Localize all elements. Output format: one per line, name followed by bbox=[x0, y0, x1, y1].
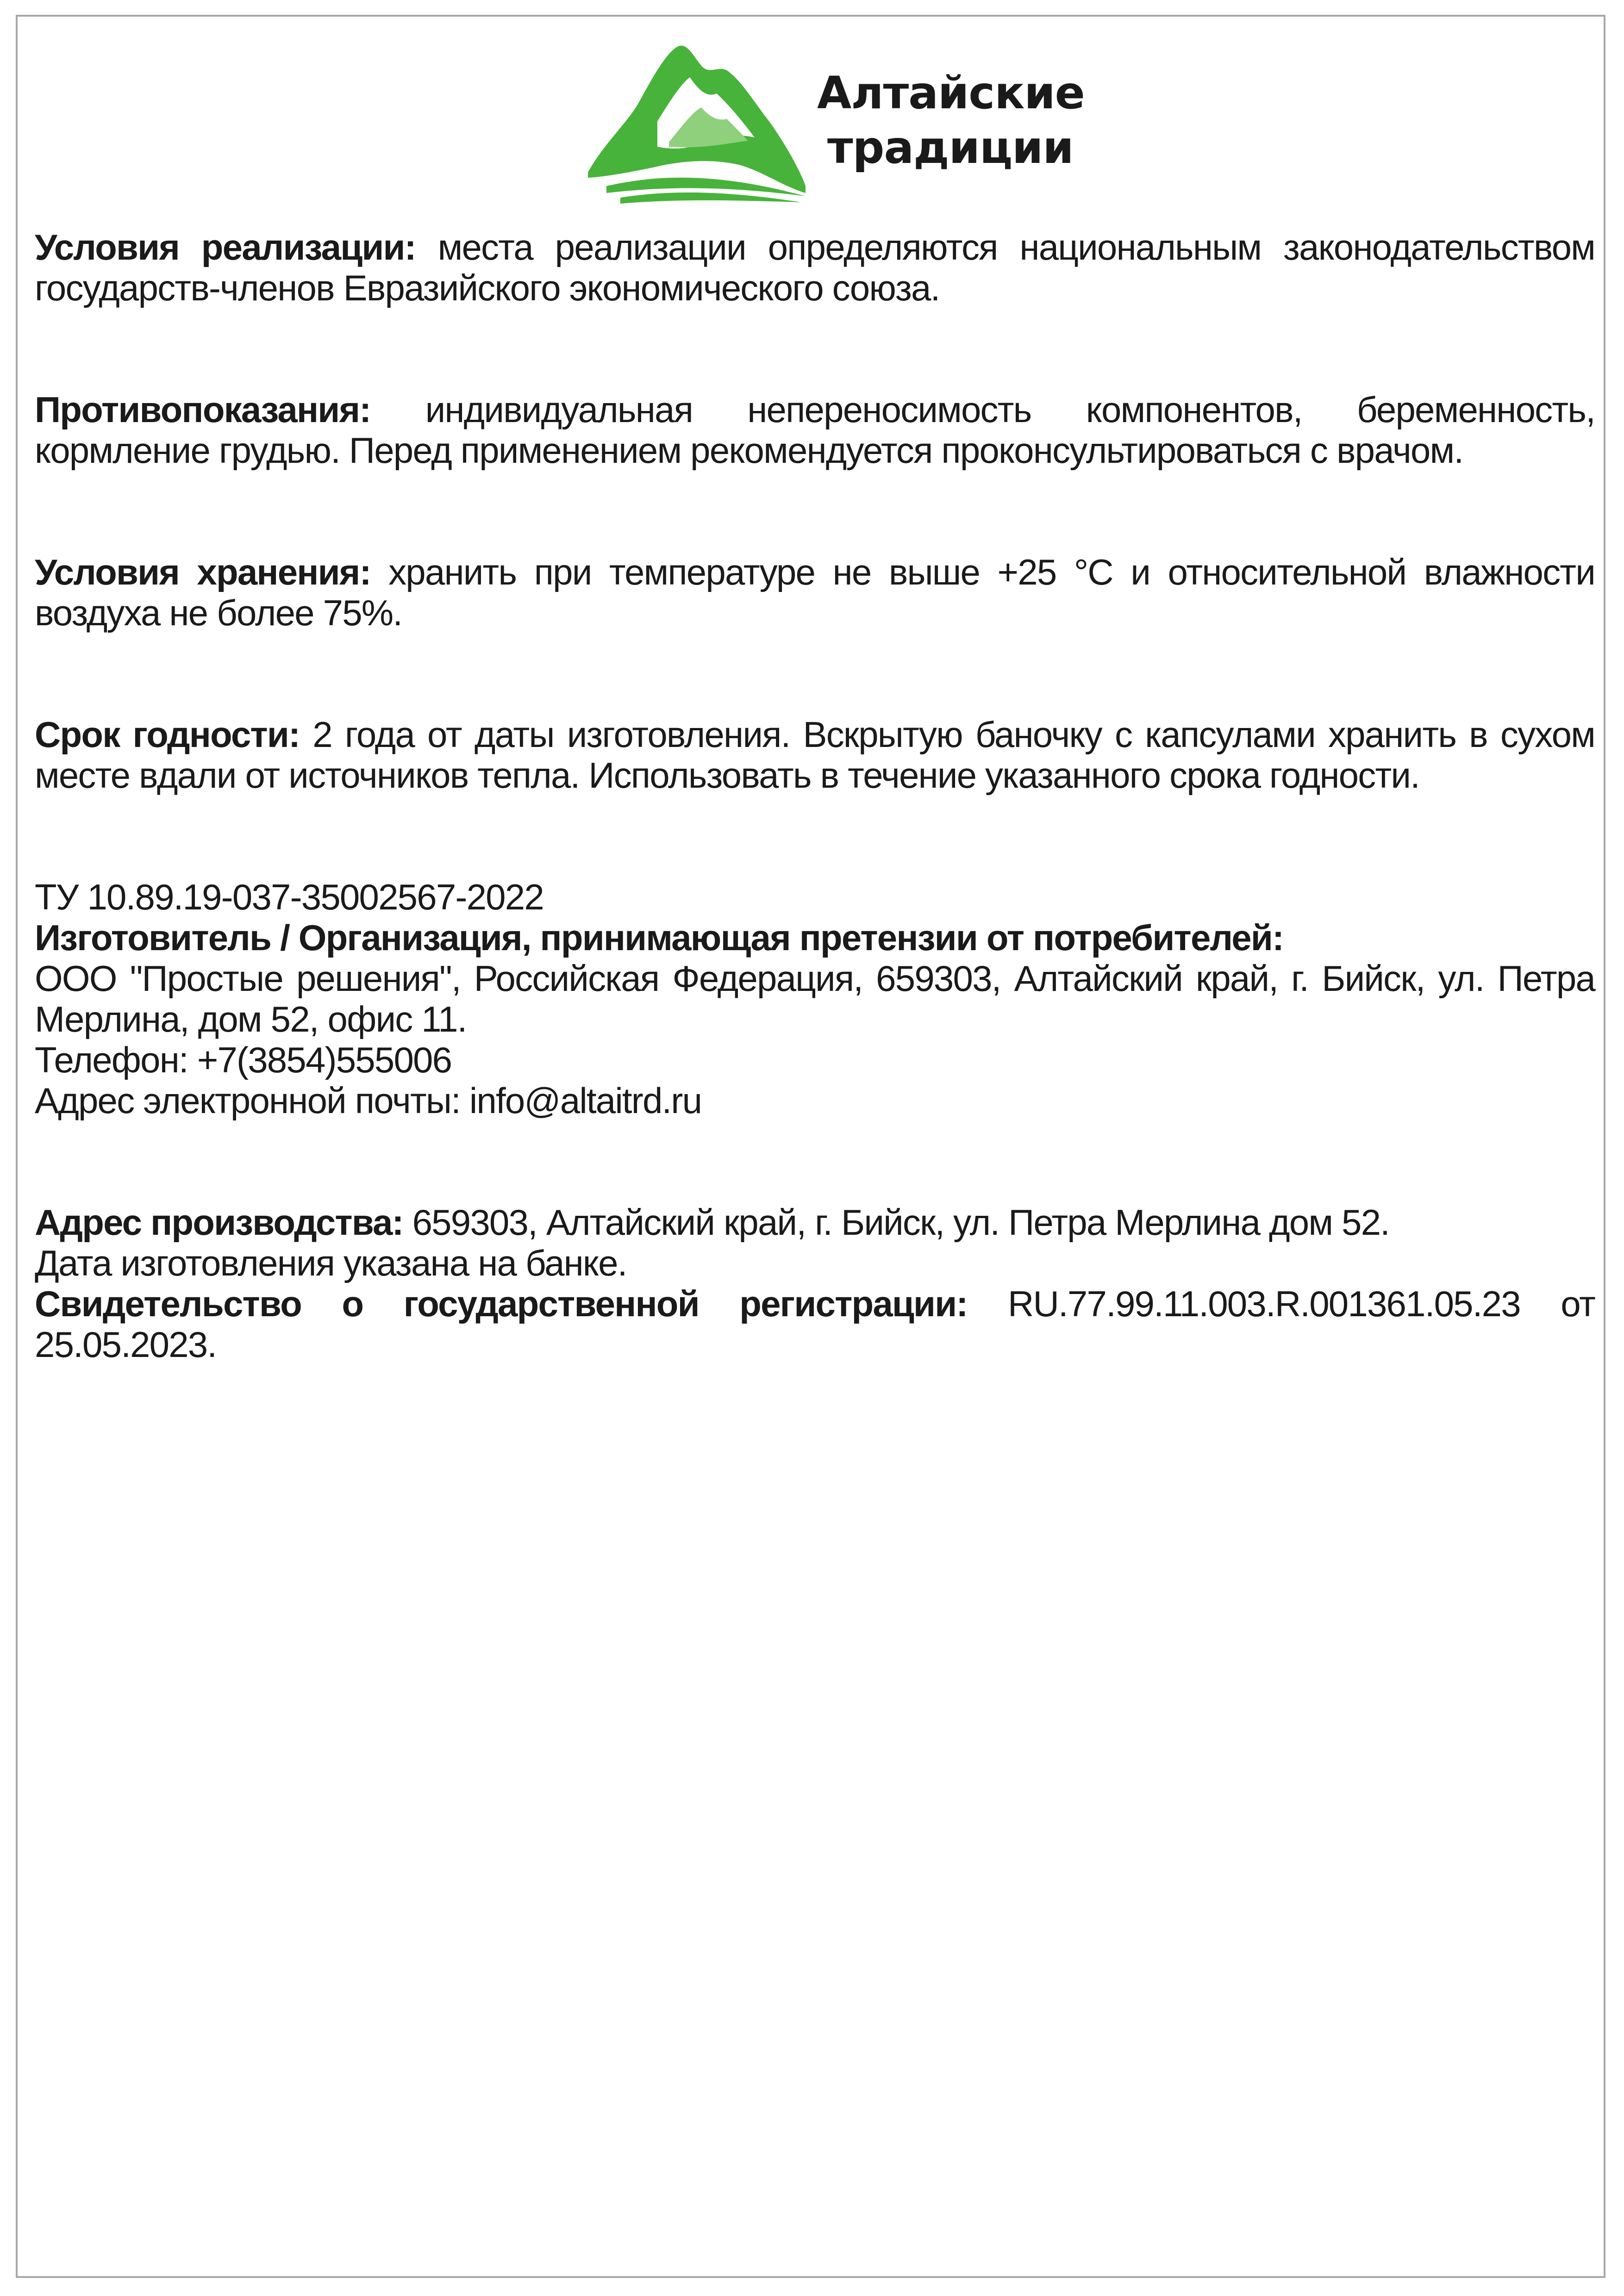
brand-name-line1: Алтайские bbox=[817, 67, 1085, 119]
storage-label: Условия хранения: bbox=[35, 552, 371, 592]
brand-name-line2: традиции bbox=[827, 122, 1074, 174]
shelf-life-label: Срок годности: bbox=[35, 714, 300, 755]
storage-conditions bbox=[35, 552, 1595, 633]
realization-conditions bbox=[35, 227, 1595, 308]
brand-name bbox=[817, 66, 1085, 175]
production-label: Адрес производства: bbox=[35, 1202, 403, 1243]
production-address bbox=[35, 1202, 1595, 1243]
label-text bbox=[35, 227, 1595, 1365]
certificate-text: RU.77.99.11.003.R.001361.05.23 от 25.05.2023. bbox=[35, 1283, 1595, 1365]
storage-text: хранить при температуре не выше +25 °C и относительной влажности воздуха не более 75%. bbox=[35, 552, 1595, 633]
production-block bbox=[35, 1202, 1595, 1365]
manufacturer-block bbox=[35, 877, 1595, 1121]
certificate-label: Свидетельство о государственной регистрации: bbox=[35, 1283, 968, 1324]
contraindications bbox=[35, 389, 1595, 471]
shelf-life bbox=[35, 714, 1595, 796]
brand-logo bbox=[588, 33, 1085, 205]
production-date-note: Дата изготовления указана на банке. bbox=[35, 1243, 627, 1283]
tu-code: ТУ 10.89.19-037-35002567-2022 bbox=[35, 877, 543, 917]
manufacturer-label: Изготовитель / Организация, принимающая претензии от потребителей: bbox=[35, 917, 1284, 958]
manufacturer-address: ООО "Простые решения", Российская Федерация, 659303, Алтайский край, г. Бийск, ул. Петра Мерлина, дом 52, офис 11. bbox=[35, 958, 1595, 1039]
production-text: 659303, Алтайский край, г. Бийск, ул. Петра Мерлина дом 52. bbox=[412, 1202, 1390, 1243]
realization-label: Условия реализации: bbox=[35, 227, 416, 268]
contraindications-text: индивидуальная непереносимость компонентов, беременность, кормление грудью. Перед применением рекомендуется проконсультироваться с врачом. bbox=[35, 389, 1595, 471]
contraindications-label: Противопоказания: bbox=[35, 389, 371, 430]
realization-text: места реализации определяются национальным законодательством государств-членов Евразийского экономического союза. bbox=[35, 227, 1595, 308]
mountain-logo-icon bbox=[588, 33, 806, 205]
manufacturer-phone: Телефон: +7(3854)555006 bbox=[35, 1039, 452, 1080]
shelf-life-text: 2 года от даты изготовления. Вскрытую баночку с капсулами хранить в сухом месте вдали от источников тепла. Использовать в течение указанного срока годности. bbox=[35, 714, 1595, 796]
registration-certificate bbox=[35, 1283, 1595, 1365]
manufacturer-email: Адрес электронной почты: info@altaitrd.ru bbox=[35, 1080, 702, 1121]
